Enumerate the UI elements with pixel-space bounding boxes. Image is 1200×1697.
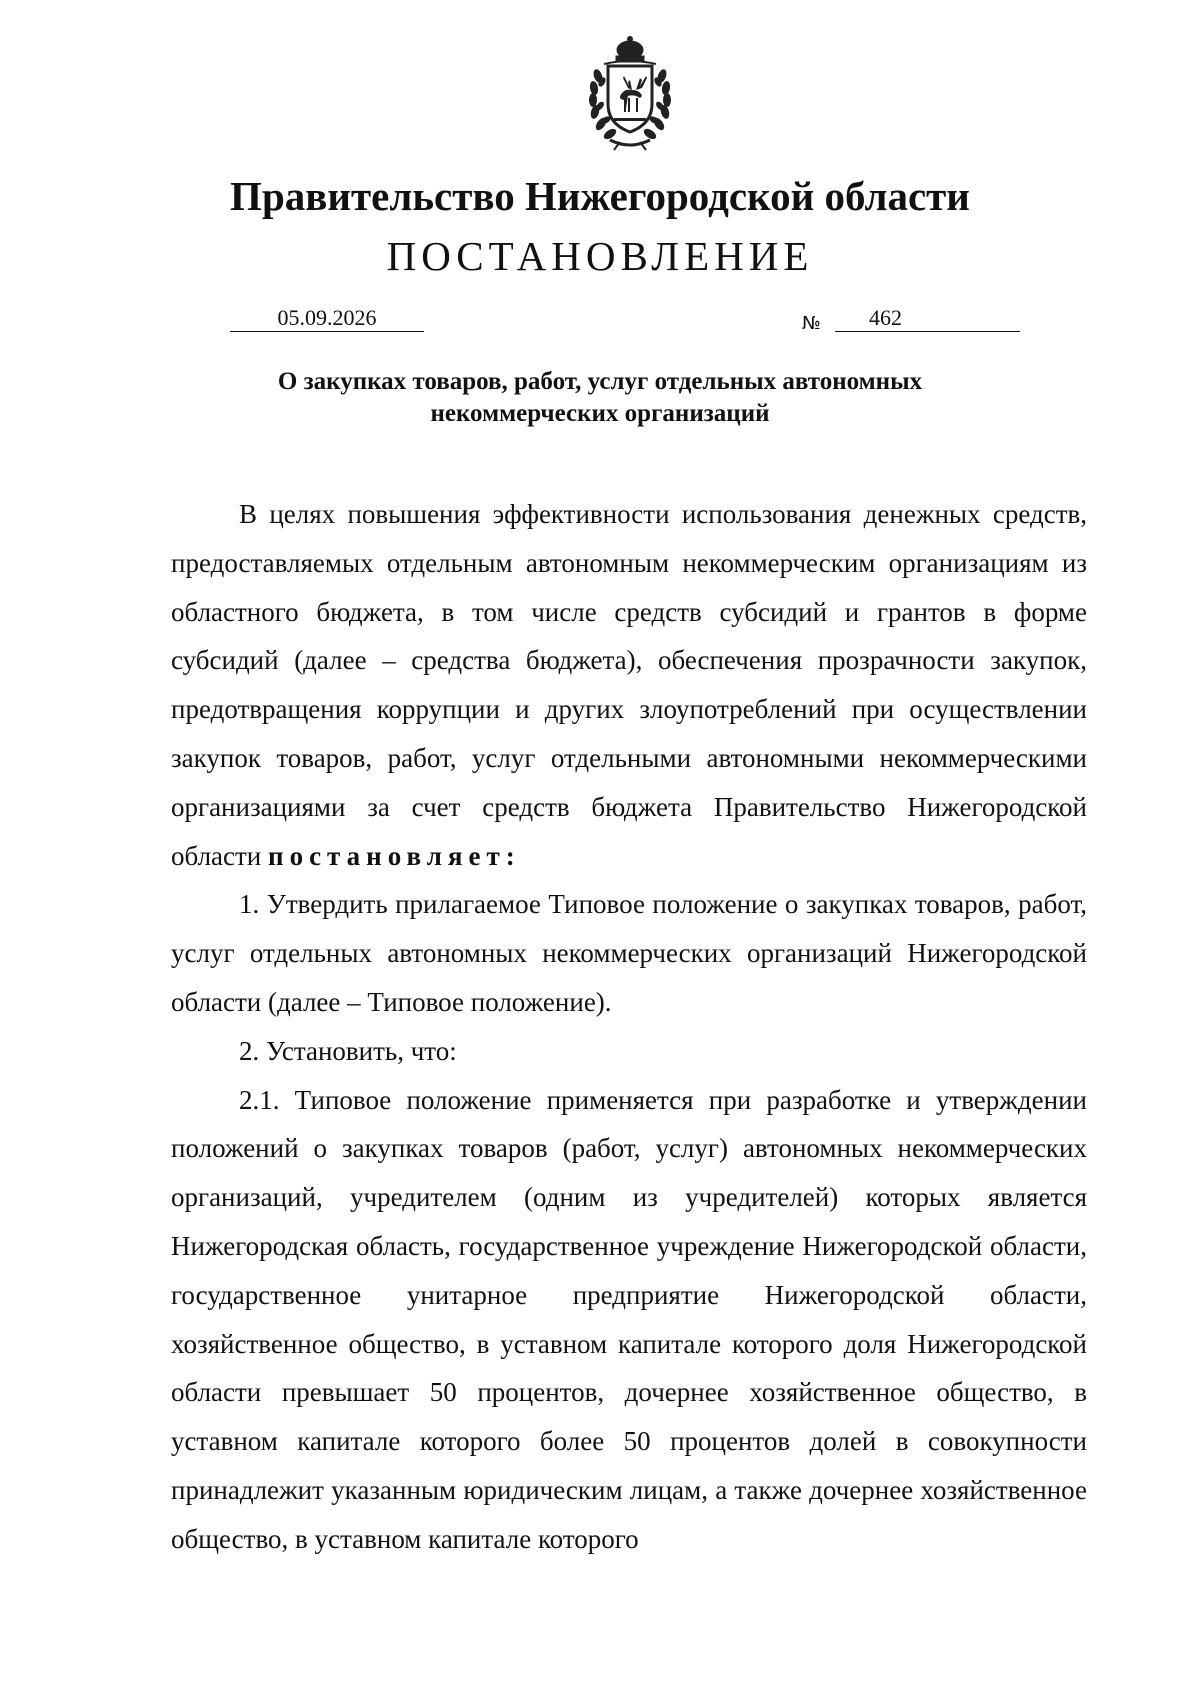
- preamble-text: В целях повышения эффективности использования денежных средств, предоставляемых отдельным автономным некоммерческим организациям из областного бюджета, в том числе средств субсидий и грантов в форме субсидий (далее – средства бюджета), обеспечения прозрачности закупок, предотвращения коррупции и других злоупотреблений при осуществлении закупок товаров, работ, услуг отдельными автономными некоммерческими организациями за счет средств бюджета Правительство Нижегородской области: [171, 499, 1087, 871]
- decree-word: постановляет:: [268, 840, 521, 871]
- document-title-line-1: О закупках товаров, работ, услуг отдельных автономных: [277, 368, 923, 395]
- paragraph-2-1: 2.1. Типовое положение применяется при разработке и утверждении положений о закупках товаров (работ, услуг) автономных некоммерческих организаций, учредителем (одним из учредителей) которых является Нижегородская область, государственное учреждение Нижегородской области, государственное унитарное предприятие Нижегородской области, хозяйственное общество, в уставном капитале которого доля Нижегородской области превышает 50 процентов, дочернее хозяйственное общество, в уставном капитале которого более 50 процентов долей в совокупности принадлежит указанным юридическим лицам, а также дочернее хозяйственное общество, в уставном капитале которого: [171, 1084, 1087, 1554]
- document-title-line-2: некоммерческих организаций: [430, 400, 770, 427]
- government-name: Правительство Нижегородской области: [230, 173, 970, 219]
- document-number-field: [835, 305, 1020, 332]
- number-sign: №: [802, 313, 821, 334]
- paragraph-1: 1. Утвердить прилагаемое Типовое положение о закупках товаров, работ, услуг отдельных автономных некоммерческих организаций Нижегородской области (далее – Типовое положение).: [171, 889, 1087, 1017]
- document-title: [190, 366, 1010, 430]
- document-body: [171, 490, 1087, 1564]
- preamble-paragraph: [171, 490, 1087, 880]
- document-date: 05.09.2026: [230, 305, 424, 332]
- document-type: ПОСТАНОВЛЕНИЕ: [386, 233, 814, 279]
- paragraph-2: 2. Установить, что:: [239, 1035, 457, 1066]
- coat-of-arms-icon: [570, 36, 690, 152]
- document-number: 462: [869, 305, 902, 330]
